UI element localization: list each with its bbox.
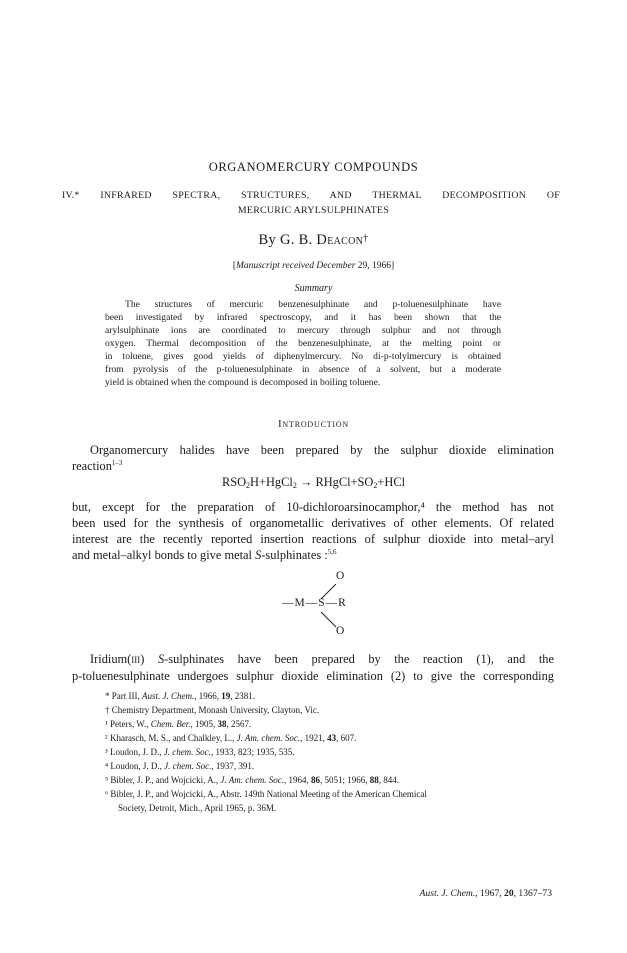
reaction-equation <box>0 475 627 490</box>
fn-text: ³ Loudon, J. D., <box>105 747 164 757</box>
author-footnote-mark: † <box>363 233 369 244</box>
fn-text: ² Kharasch, M. S., and Chalkley, L., <box>105 733 237 743</box>
structure-oxygen-top: O <box>336 570 345 582</box>
footnote <box>105 746 294 758</box>
footnote <box>105 718 251 730</box>
fn-text: , 1964, <box>283 775 311 785</box>
article-subtitle-line2: MERCURIC ARYLSULPHINATES <box>237 205 390 216</box>
fn-text: , 1921, <box>300 733 328 743</box>
section-heading-introduction: Introduction <box>277 418 350 430</box>
fn-text: , 844. <box>378 775 399 785</box>
footnote <box>105 774 399 786</box>
fn-journal: J. chem. Soc. <box>163 747 211 757</box>
body-line: been used for the synthesis of organometallic derivatives of other elements. Of related <box>72 516 554 530</box>
body-line: Organomercury halides have been prepared by the sulphur dioxide elimination <box>90 443 554 457</box>
journal-citation <box>340 888 552 899</box>
fn-journal: Chem. Ber. <box>150 719 191 729</box>
summary-heading: Summary <box>294 283 333 294</box>
received-label: Manuscript received December <box>235 261 356 271</box>
eq-part: +HCl <box>377 475 406 489</box>
fn-journal: J. Am. chem. Soc. <box>236 733 301 743</box>
journal-volume: 20 <box>504 888 514 899</box>
structure-chain: —M—S—R <box>282 597 347 609</box>
reaction-arrow: → <box>296 475 316 489</box>
eq-subscript: 2 <box>246 481 251 490</box>
body-text-italic: S <box>157 652 165 666</box>
fn-text: , 1966, <box>194 691 222 701</box>
body-text: -sulphinates have been prepared by the reaction (1), and the <box>164 652 554 666</box>
citation-refs: 1–3 <box>111 459 123 467</box>
fn-text: , 1937, 391. <box>211 761 255 771</box>
fn-volume: 88 <box>369 775 379 785</box>
structure-bonds <box>270 570 360 642</box>
fn-volume: 86 <box>310 775 320 785</box>
fn-text: , 607. <box>336 733 357 743</box>
author-prefix: By G. B. <box>258 232 317 248</box>
eq-part: H+HgCl <box>250 475 293 489</box>
article-subtitle-line1: IV.* INFRARED SPECTRA, STRUCTURES, AND THERMAL DECOMPOSITION OF <box>62 190 560 201</box>
footnote-continuation: Society, Detroit, Mich., April 1965, p. 36M. <box>118 803 277 813</box>
summary-line: oxygen. Thermal decomposition of the benzenesulphinate, at the melting point or <box>105 338 501 349</box>
fn-text: , 2381. <box>230 691 255 701</box>
body-line <box>90 651 554 667</box>
footnote <box>105 690 255 702</box>
journal-year: , 1967, <box>475 888 505 899</box>
footnote <box>105 732 356 744</box>
body-line: but, except for the preparation of 10-dichloroarsinocamphor,⁴ the method has not <box>72 500 554 514</box>
fn-text: , 5051; 1966, <box>319 775 370 785</box>
fn-text: , 2567. <box>226 719 252 729</box>
citation-refs: 5,6 <box>327 548 337 556</box>
fn-text: , 1933, 823; 1935, 535. <box>210 747 295 757</box>
body-text-italic: S <box>255 548 262 562</box>
footnote <box>105 760 254 772</box>
roman-numeral: iii <box>131 652 141 666</box>
summary-line: The structures of mercuric benzenesulphinate and p-toluenesulphinate have <box>125 299 501 310</box>
author-surname-rest: eacon <box>327 232 364 248</box>
footnote: † Chemistry Department, Monash University, Clayton, Vic. <box>105 705 320 715</box>
summary-line: in toluene, gives good yields of diphenylmercury. No di-p-tolylmercury is obtained <box>105 351 501 362</box>
eq-subscript: 2 <box>292 481 297 490</box>
fn-text: ⁴ Loudon, J. D., <box>105 761 165 771</box>
summary-line: been investigated by infrared spectroscopy, and it has been shown that the <box>105 312 501 323</box>
body-line <box>72 458 122 474</box>
summary-line: yield is obtained when the compound is decomposed in boiling toluene. <box>105 377 381 388</box>
author-surname-initial: D <box>316 232 328 248</box>
body-line <box>72 547 336 563</box>
structure-oxygen-bottom: O <box>336 625 345 637</box>
author-byline <box>0 232 627 249</box>
body-text: -sulphinates : <box>261 548 328 562</box>
fn-volume: 38 <box>217 719 227 729</box>
body-text: and metal–alkyl bonds to give metal <box>72 548 256 562</box>
eq-part: RSO <box>221 475 247 489</box>
received-date-value: 29, 1966] <box>355 261 395 271</box>
fn-text: ¹ Peters, W., <box>105 719 151 729</box>
fn-volume: 19 <box>221 691 231 701</box>
fn-journal: Aust. J. Chem. <box>142 691 195 701</box>
summary-line: arylsulphinate ions are coordinated to mercury through sulphur and not through <box>105 325 501 336</box>
footnote: ⁶ Bibler, J. P., and Wojcicki, A., Abstr. 149th National Meeting of the American Chemical <box>105 789 427 799</box>
fn-journal: J. Am. chem. Soc. <box>220 775 284 785</box>
fn-text: ⁵ Bibler, J. P., and Wojcicki, A., <box>105 775 221 785</box>
journal-pages: , 1367–73 <box>513 888 552 899</box>
body-line: interest are the recently reported insertion reactions of sulphur dioxide into metal–aryl <box>72 532 554 546</box>
eq-part: RHgCl+SO <box>315 475 374 489</box>
received-open: [ <box>232 261 236 271</box>
eq-subscript: 2 <box>373 481 378 490</box>
summary-line: from pyrolysis of the p-toluenesulphinate in absence of a solvent, but a moderate <box>105 364 501 375</box>
fn-text: * Part III, <box>105 691 142 701</box>
article-title: ORGANOMERCURY COMPOUNDS <box>208 160 419 174</box>
body-line: p-toluenesulphinate undergoes sulphur dioxide elimination (2) to give the corresponding <box>72 669 554 683</box>
body-text: reaction <box>72 459 112 473</box>
fn-journal: J. chem. Soc. <box>164 761 212 771</box>
received-date <box>0 261 627 271</box>
journal-name: Aust. J. Chem. <box>419 888 476 899</box>
body-text: ) <box>140 652 158 666</box>
body-text: Iridium( <box>90 652 132 666</box>
fn-volume: 43 <box>327 733 337 743</box>
fn-text: , 1905, <box>190 719 218 729</box>
